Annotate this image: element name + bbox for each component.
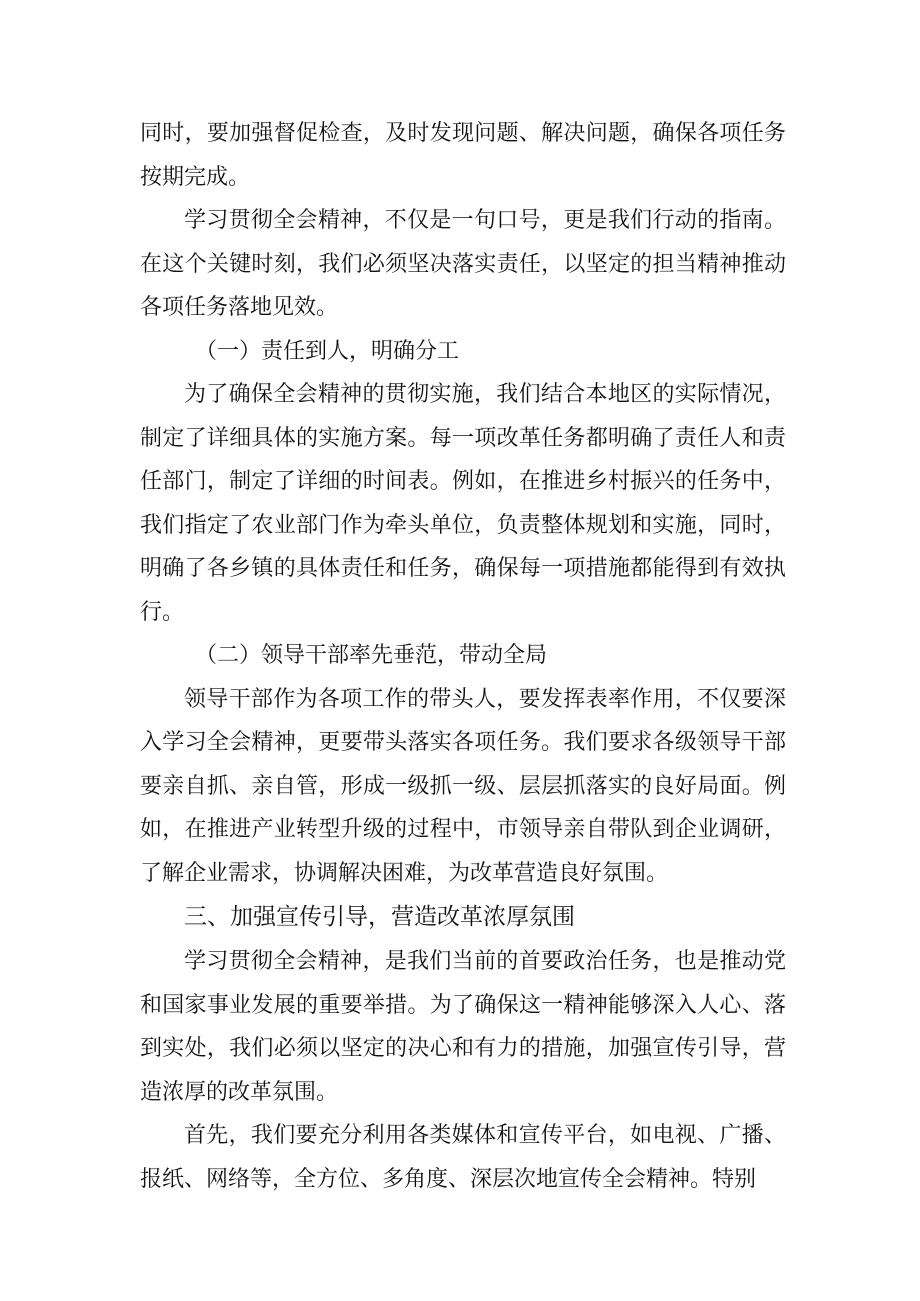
paragraph-responsibility-intro: 学习贯彻全会精神，不仅是一句口号，更是我们行动的指南。在这个关键时刻，我们必须坚决落实责任，以坚定的担当精神推动各项任务落地见效。 (140, 208, 786, 320)
subheading-responsibility: （一）责任到人，明确分工 (195, 338, 460, 364)
paragraph-media: 首先，我们要充分利用各类媒体和宣传平台，如电视、广播、报纸、网络等，全方位、多角度、深层次地宣传全会精神。特别 (140, 1123, 786, 1192)
paragraph-leadership: 领导干部作为各项工作的带头人，要发挥表率作用，不仅要深入学习全会精神，更要带头落实各项任务。我们要求各级领导干部要亲自抓、亲自管，形成一级抓一级、层层抓落实的良好局面。例如，在推进产业转型升级的过程中，市领导亲自带队到企业调研，了解企业需求，协调解决困难，为改革营造良好氛围。 (140, 686, 786, 886)
section-heading-publicity: 三、加强宣传引导，营造改革浓厚氛围 (184, 904, 575, 930)
document-page (140, 112, 786, 1201)
subheading-leadership: （二）领导干部率先垂范，带动全局 (195, 643, 548, 668)
paragraph-publicity-intro: 学习贯彻全会精神，是我们当前的首要政治任务，也是推动党和国家事业发展的重要举措。为了确保这一精神能够深入人心、落到实处，我们必须以坚定的决心和有力的措施，加强宣传引导，营造浓厚的改革氛围。 (140, 949, 786, 1105)
continued-paragraph: 同时，要加强督促检查，及时发现问题、解决问题，确保各项任务按期完成。 (140, 121, 786, 190)
paragraph-implementation-plan: 为了确保全会精神的贯彻实施，我们结合本地区的实际情况，制定了详细具体的实施方案。每一项改革任务都明确了责任人和责任部门，制定了详细的时间表。例如，在推进乡村振兴的任务中，我们指定了农业部门作为牵头单位，负责整体规划和实施，同时，明确了各乡镇的具体责任和任务，确保每一项措施都能得到有效执行。 (140, 382, 786, 625)
